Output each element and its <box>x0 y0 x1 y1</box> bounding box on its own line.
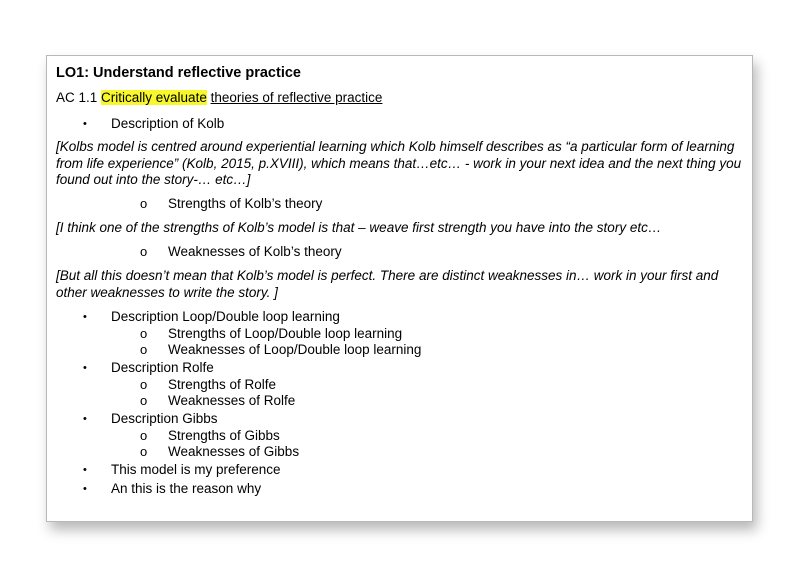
document-page <box>46 55 753 522</box>
bullet-icon: • <box>83 464 87 476</box>
circle-bullet-icon: o <box>140 428 148 443</box>
list-item-gibbs: Description Gibbs <box>111 411 218 426</box>
list-item-rolfe-strengths: Strengths of Rolfe <box>168 377 277 392</box>
circle-bullet-icon: o <box>140 196 148 211</box>
circle-bullet-icon: o <box>140 342 148 357</box>
weaknesses-paragraph: [But all this doesn’t mean that Kolb’s model is perfect. There are distinct weaknesses in… work in your first and other weaknesses to write the story. ] <box>56 268 719 300</box>
circle-bullet-icon: o <box>140 377 148 392</box>
circle-bullet-icon: o <box>140 393 148 408</box>
list-item-rolfe: Description Rolfe <box>111 360 214 375</box>
underlined-text: theories of reflective practice <box>210 90 383 105</box>
circle-bullet-icon: o <box>140 326 148 341</box>
list-item-reason: An this is the reason why <box>111 481 262 496</box>
page-heading: LO1: Understand reflective practice <box>56 65 301 81</box>
list-item-gibbs-weaknesses: Weaknesses of Gibbs <box>168 444 300 459</box>
list-item-rolfe-weaknesses: Weaknesses of Rolfe <box>168 393 296 408</box>
list-item-loop-weaknesses: Weaknesses of Loop/Double loop learning <box>168 342 422 357</box>
bullet-icon: • <box>83 413 87 425</box>
list-item-gibbs-strengths: Strengths of Gibbs <box>168 428 280 443</box>
bullet-icon: • <box>83 362 87 374</box>
circle-bullet-icon: o <box>140 244 148 259</box>
circle-bullet-icon: o <box>140 444 148 459</box>
kolb-paragraph: [Kolbs model is centred around experiential learning which Kolb himself describes as “a particular form of learning from life experience” (Kolb, 2015, p.XVIII), which means that…etc… - work in your next idea and the next thing you found out into the story-… etc…] <box>56 139 742 187</box>
ac-prefix: AC 1.1 <box>56 90 102 105</box>
list-item-kolb-strengths: Strengths of Kolb’s theory <box>168 196 323 211</box>
list-item-loop-strengths: Strengths of Loop/Double loop learning <box>168 326 403 341</box>
bullet-icon: • <box>83 118 87 130</box>
list-item-preference: This model is my preference <box>111 462 281 477</box>
highlighted-text: Critically evaluate <box>101 90 207 105</box>
bullet-icon: • <box>83 483 87 495</box>
bullet-icon: • <box>83 311 87 323</box>
assessment-criterion-line <box>56 90 382 105</box>
list-item-kolb-weaknesses: Weaknesses of Kolb’s theory <box>168 244 342 259</box>
strengths-paragraph: [I think one of the strengths of Kolb’s model is that – weave first strength you have into the story etc… <box>56 220 662 235</box>
list-item-loop: Description Loop/Double loop learning <box>111 309 340 324</box>
list-item-kolb: Description of Kolb <box>111 116 225 131</box>
